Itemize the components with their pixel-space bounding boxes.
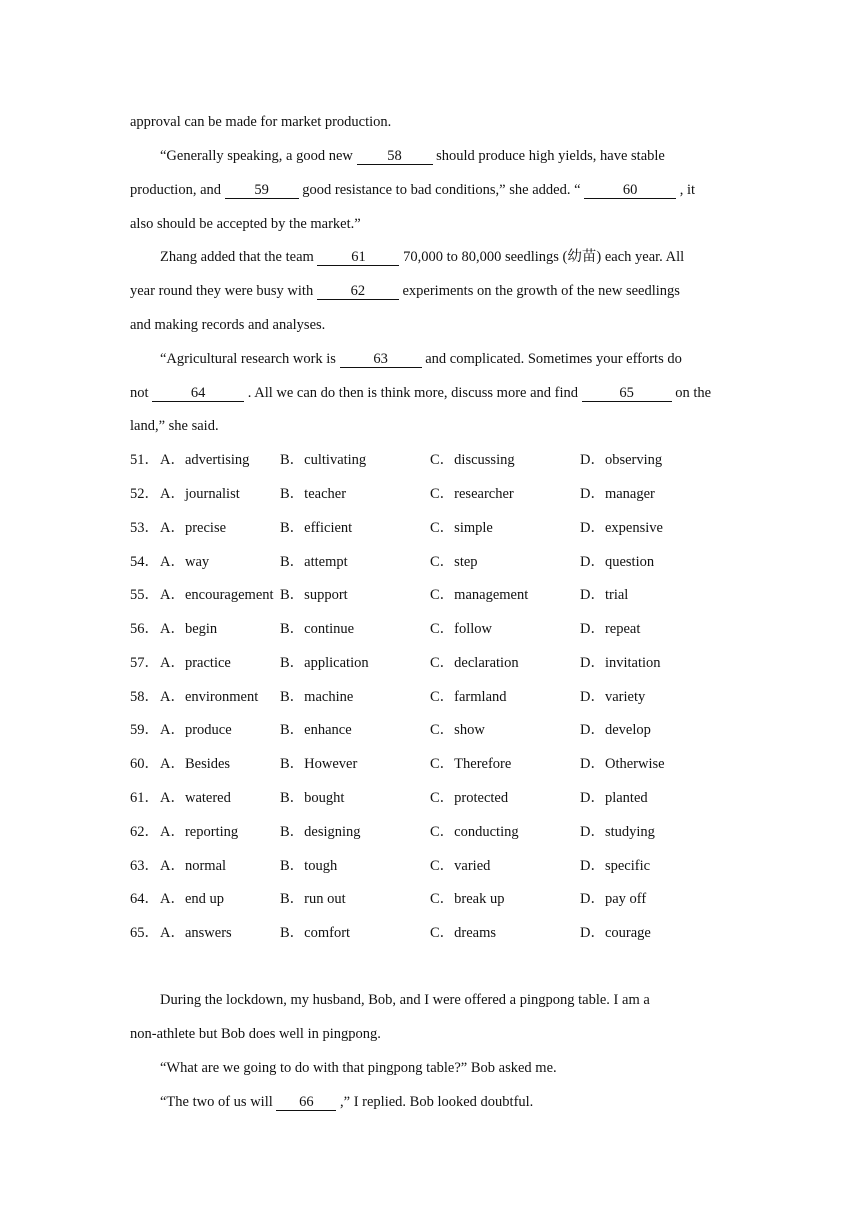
option-c[interactable]: C．step	[430, 554, 478, 570]
option-d[interactable]: D．Otherwise	[580, 756, 665, 772]
option-a[interactable]: A．reporting	[160, 824, 239, 840]
option-b[interactable]: B．application	[280, 655, 369, 671]
option-a[interactable]: A．journalist	[160, 486, 240, 502]
question-number: 51．	[130, 452, 159, 468]
passage-text: on the	[671, 385, 712, 401]
option-d[interactable]: D．trial	[580, 587, 629, 603]
blank-60: 60	[584, 182, 676, 199]
option-b[interactable]: B．designing	[280, 824, 361, 840]
question-number: 58．	[130, 689, 159, 705]
option-a[interactable]: A．watered	[160, 790, 231, 806]
option-c[interactable]: C．dreams	[430, 925, 497, 941]
passage1-line-1	[130, 112, 391, 132]
blank-64: 64	[152, 385, 244, 402]
passage-text: 70,000 to 80,000 seedlings (幼苗) each year. All	[399, 249, 685, 265]
option-b[interactable]: B．tough	[280, 858, 338, 874]
option-b[interactable]: B．attempt	[280, 554, 348, 570]
option-c[interactable]: C．declaration	[430, 655, 519, 671]
option-a[interactable]: A．advertising	[160, 452, 250, 468]
passage-text: “The two of us will	[160, 1094, 277, 1110]
option-b[interactable]: B．enhance	[280, 722, 352, 738]
option-a[interactable]: A．answers	[160, 925, 232, 941]
option-a[interactable]: A．way	[160, 554, 210, 570]
blank-58: 58	[357, 148, 433, 165]
option-a[interactable]: A．end up	[160, 891, 225, 907]
option-d[interactable]: D．observing	[580, 452, 663, 468]
passage-text: land,” she said.	[130, 418, 219, 434]
option-d[interactable]: D．courage	[580, 925, 651, 941]
option-c[interactable]: C．show	[430, 722, 485, 738]
option-d[interactable]: D．pay off	[580, 891, 647, 907]
passage-text: experiments on the growth of the new seedlings	[398, 283, 680, 299]
option-a[interactable]: A．produce	[160, 722, 232, 738]
option-b[interactable]: B．run out	[280, 891, 346, 907]
passage1-line-8	[160, 349, 682, 369]
passage-text: and making records and analyses.	[130, 317, 326, 333]
passage2-line-2	[130, 1024, 381, 1044]
passage-text: non-athlete but Bob does well in pingpong.	[130, 1026, 381, 1042]
passage1-line-3	[130, 180, 695, 200]
option-d[interactable]: D．question	[580, 554, 655, 570]
option-c[interactable]: C．break up	[430, 891, 505, 907]
passage1-line-5	[160, 247, 684, 267]
blank-61: 61	[317, 249, 399, 266]
option-b[interactable]: B．cultivating	[280, 452, 367, 468]
option-d[interactable]: D．invitation	[580, 655, 661, 671]
question-number: 57．	[130, 655, 159, 671]
question-number: 65．	[130, 925, 159, 941]
question-number: 61．	[130, 790, 159, 806]
option-d[interactable]: D．planted	[580, 790, 648, 806]
passage-text: year round they were busy with	[130, 283, 317, 299]
passage-text: and complicated. Sometimes your efforts do	[421, 351, 682, 367]
passage1-line-2	[160, 146, 665, 166]
option-d[interactable]: D．specific	[580, 858, 651, 874]
passage-text: Zhang added that the team	[160, 249, 318, 265]
option-b[interactable]: B．efficient	[280, 520, 353, 536]
question-number: 60．	[130, 756, 159, 772]
passage-text: approval can be made for market production.	[130, 114, 392, 130]
passage1-line-9	[130, 383, 711, 403]
option-c[interactable]: C．follow	[430, 621, 493, 637]
option-b[interactable]: B．support	[280, 587, 348, 603]
question-number: 64．	[130, 891, 159, 907]
option-d[interactable]: D．repeat	[580, 621, 641, 637]
option-c[interactable]: C．varied	[430, 858, 491, 874]
passage-text: production, and	[130, 182, 225, 198]
passage1-line-4	[130, 214, 361, 234]
passage-text: During the lockdown, my husband, Bob, and I were offered a pingpong table. I am a	[160, 992, 650, 1008]
question-number: 55．	[130, 587, 159, 603]
option-b[interactable]: B．bought	[280, 790, 345, 806]
passage-text: “What are we going to do with that pingpong table?” Bob asked me.	[160, 1060, 557, 1076]
passage2-line-3	[160, 1058, 557, 1078]
passage2-line-1	[160, 990, 650, 1010]
option-c[interactable]: C．simple	[430, 520, 493, 536]
passage-text: , it	[676, 182, 696, 198]
question-number: 53．	[130, 520, 159, 536]
blank-59: 59	[225, 182, 299, 199]
passage-text: ,” I replied. Bob looked doubtful.	[336, 1094, 534, 1110]
question-number: 63．	[130, 858, 159, 874]
option-b[interactable]: B．teacher	[280, 486, 347, 502]
option-b[interactable]: B．machine	[280, 689, 354, 705]
option-d[interactable]: D．expensive	[580, 520, 663, 536]
question-number: 62．	[130, 824, 159, 840]
option-c[interactable]: C．discussing	[430, 452, 515, 468]
passage-text: . All we can do then is think more, discuss more and find	[244, 385, 582, 401]
passage1-line-6	[130, 281, 680, 301]
option-d[interactable]: D．develop	[580, 722, 651, 738]
option-a[interactable]: A．practice	[160, 655, 231, 671]
option-c[interactable]: C．researcher	[430, 486, 514, 502]
option-c[interactable]: C．conducting	[430, 824, 519, 840]
passage1-line-10	[130, 416, 219, 436]
passage-text: also should be accepted by the market.”	[130, 216, 361, 232]
passage-text: “Generally speaking, a good new	[160, 148, 357, 164]
option-d[interactable]: D．variety	[580, 689, 646, 705]
question-number: 56．	[130, 621, 159, 637]
option-a[interactable]: A．Besides	[160, 756, 231, 772]
passage2-line-4	[160, 1092, 533, 1112]
option-c[interactable]: C．management	[430, 587, 529, 603]
option-a[interactable]: A．encouragement	[160, 587, 274, 603]
passage-text: good resistance to bad conditions,” she added. “	[298, 182, 585, 198]
option-d[interactable]: D．studying	[580, 824, 655, 840]
passage-text: should produce high yields, have stable	[432, 148, 665, 164]
passage-text: “Agricultural research work is	[160, 351, 340, 367]
option-c[interactable]: C．protected	[430, 790, 509, 806]
option-a[interactable]: A．environment	[160, 689, 259, 705]
question-number: 52．	[130, 486, 159, 502]
blank-66: 66	[276, 1094, 336, 1111]
question-number: 59．	[130, 722, 159, 738]
question-number: 54．	[130, 554, 159, 570]
option-d[interactable]: D．manager	[580, 486, 655, 502]
option-c[interactable]: C．Therefore	[430, 756, 512, 772]
option-a[interactable]: A．begin	[160, 621, 218, 637]
option-c[interactable]: C．farmland	[430, 689, 507, 705]
option-b[interactable]: B．However	[280, 756, 358, 772]
option-a[interactable]: A．normal	[160, 858, 227, 874]
option-b[interactable]: B．continue	[280, 621, 355, 637]
blank-65: 65	[582, 385, 672, 402]
passage1-line-7	[130, 315, 325, 335]
blank-63: 63	[340, 351, 422, 368]
option-b[interactable]: B．comfort	[280, 925, 351, 941]
blank-62: 62	[317, 283, 399, 300]
passage-text: not	[130, 385, 153, 401]
option-a[interactable]: A．precise	[160, 520, 227, 536]
